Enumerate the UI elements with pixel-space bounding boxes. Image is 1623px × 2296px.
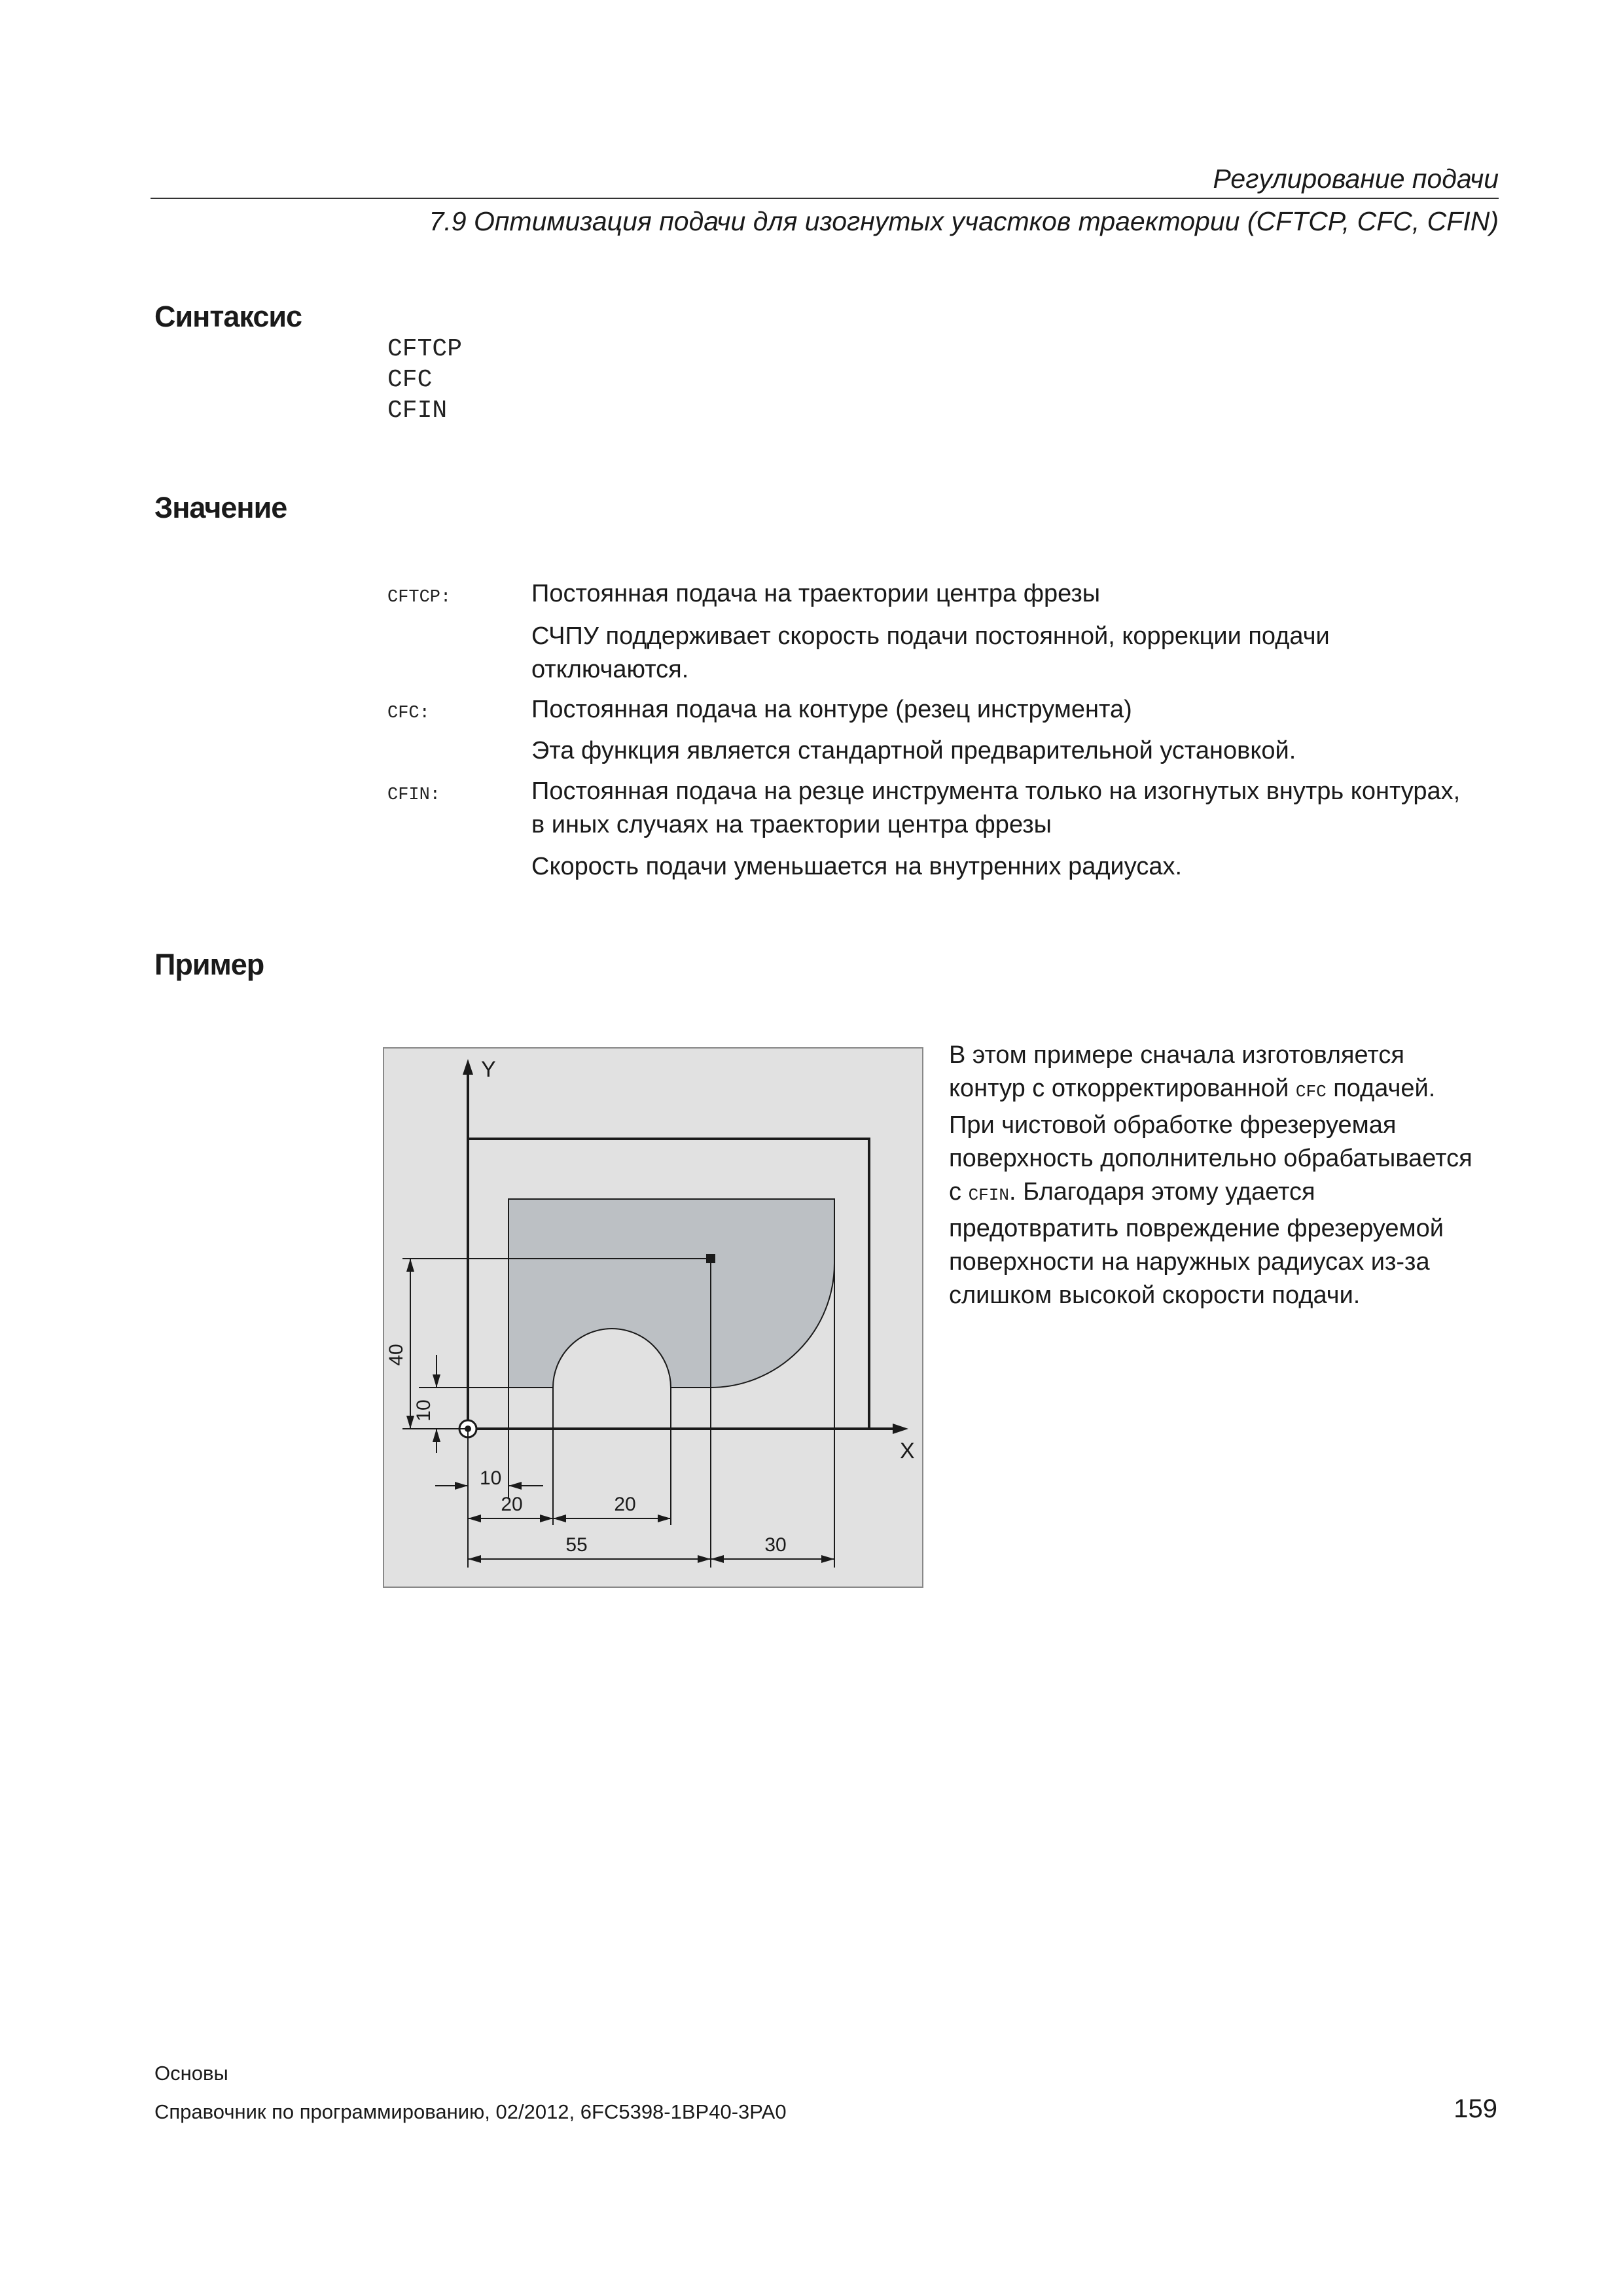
syntax-line: CFTCP xyxy=(387,335,463,363)
def-cfc-1: Постоянная подача на контуре (резец инструмента) xyxy=(531,696,1132,723)
example-figure xyxy=(383,1047,923,1588)
footer-manual: Справочник по программированию, 02/2012, 6FC5398-1BP40-3PA0 xyxy=(154,2100,787,2123)
y-axis-label: Y xyxy=(481,1057,496,1082)
chapter-title: Регулирование подачи xyxy=(1213,164,1499,194)
x-axis-label: X xyxy=(900,1439,915,1463)
def-cftcp-2: СЧПУ поддерживает скорость подачи постоянной, коррекции подачи отключаются. xyxy=(531,622,1330,683)
dim-label-10: 10 xyxy=(480,1467,502,1489)
term-cftcp: CFTCP: xyxy=(387,588,452,607)
syntax-line: CFIN xyxy=(387,397,448,425)
example-heading: Пример xyxy=(154,948,264,981)
section-title: 7.9 Оптимизация подачи для изогнутых участков траектории (CFTCP, CFC, CFIN) xyxy=(429,206,1499,236)
dim-label-40: 40 xyxy=(385,1344,407,1366)
def-cfin-2: Скорость подачи уменьшается на внутренних радиусах. xyxy=(531,853,1183,880)
dim-label-10-vertical: 10 xyxy=(413,1399,435,1422)
footer-book: Основы xyxy=(154,2062,228,2085)
syntax-heading: Синтаксис xyxy=(154,300,302,333)
header-rule xyxy=(151,198,1499,199)
example-text: подачей. При чистовой обработке фрезеруемая поверхность дополнительно обрабатывается с xyxy=(949,1075,1472,1206)
example-text: В этом примере сначала изготовляется контур с откорректированной xyxy=(949,1041,1404,1102)
def-cfin-1: Постоянная подача на резце инструмента только на изогнутых внутрь контурах, в иных случаях на траектории центра фрезы xyxy=(531,778,1461,838)
def-cfc-2: Эта функция является стандартной предварительной установкой. xyxy=(531,737,1296,764)
meaning-heading: Значение xyxy=(154,491,287,524)
term-cfc: CFC: xyxy=(387,704,430,723)
syntax-block xyxy=(387,334,462,426)
inline-code: CFC xyxy=(1295,1082,1327,1102)
dim-label-20a: 20 xyxy=(501,1494,523,1515)
part-shape xyxy=(508,1199,834,1388)
dim-label-20b: 20 xyxy=(614,1494,636,1515)
page-number: 159 xyxy=(1454,2094,1497,2123)
term-cfin: CFIN: xyxy=(387,785,441,805)
example-text: . Благодаря этому удается предотвратить повреждение фрезеруемой поверхности на наружных радиусах из-за слишком высокой скорости подачи. xyxy=(949,1178,1444,1309)
dim-label-55: 55 xyxy=(565,1534,588,1556)
example-description xyxy=(949,1039,1486,1312)
inline-code: CFIN xyxy=(968,1185,1009,1205)
def-cftcp-1: Постоянная подача на траектории центра фрезы xyxy=(531,580,1101,607)
dim-label-30: 30 xyxy=(764,1534,787,1556)
syntax-line: CFC xyxy=(387,366,433,394)
